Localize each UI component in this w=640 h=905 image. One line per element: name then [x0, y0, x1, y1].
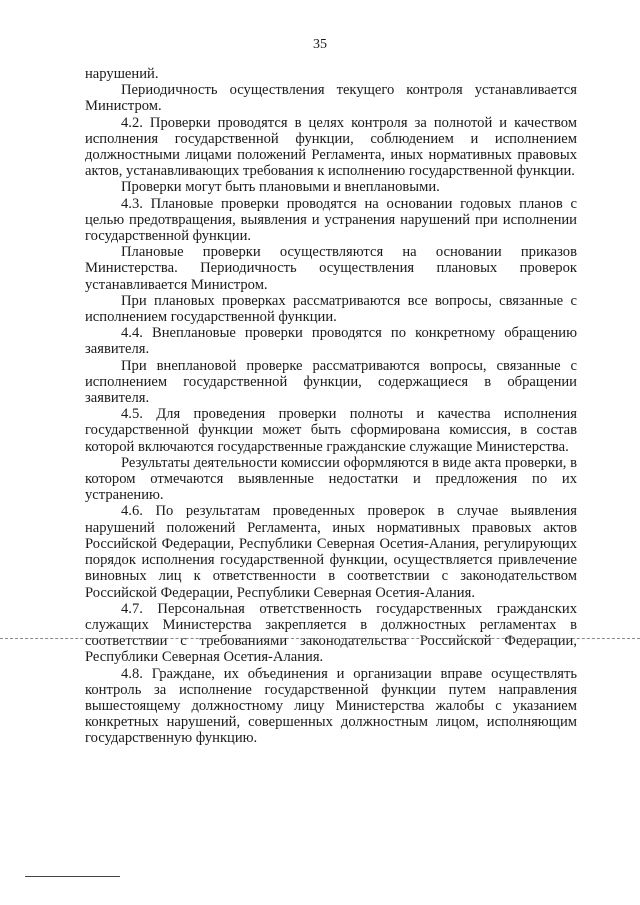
paragraph: Результаты деятельности комиссии оформляются в виде акта проверки, в котором отмечаются выявленные недостатки и предложения по их устранению. — [85, 454, 577, 504]
paragraph: 4.2. Проверки проводятся в целях контроля за полнотой и качеством исполнения государственной функции, соблюдением и исполнением должностными лицами положений Регламента, иных нормативных правовых актов, устанавливающих требования к исполнению государственной функции. — [85, 114, 577, 180]
footer-rule — [25, 876, 120, 877]
paragraph: 4.6. По результатам проведенных проверок в случае выявления нарушений положений Регламента, иных нормативных правовых актов Российской Федерации, Республики Северная Осетия-Алания, регулирующих порядок исполнения государственной функции, осуществляется привлечение виновных лиц к ответственности в соответствии с законодательством Российской Федерации, Республики Северная Осетия-Алания. — [85, 503, 577, 601]
paragraph: 4.8. Граждане, их объединения и организации вправе осуществлять контроль за исполнение государственной функции путем направления вышестоящему должностному лицу Министерства жалобы с указанием конкретных нарушений, совершенных должностным лицом, исполняющим государственную функцию. — [85, 665, 577, 747]
document-body — [85, 66, 577, 747]
paragraph: 4.7. Персональная ответственность государственных гражданских служащих Министерства закрепляется в должностных регламентах в соответствии с требованиями законодательства Российской Федерации, Республики Северная Осетия-Алания. — [85, 600, 577, 666]
paragraph: Проверки могут быть плановыми и внеплановыми. — [121, 179, 440, 196]
paragraph: нарушений. — [85, 66, 159, 82]
scan-artifact-line — [0, 638, 640, 639]
paragraph: Плановые проверки осуществляются на основании приказов Министерства. Периодичность осуществления плановых проверок устанавливается Министром. — [85, 244, 577, 293]
paragraph: При внеплановой проверке рассматриваются вопросы, связанные с исполнением государственной функции, содержащиеся в обращении заявителя. — [85, 357, 577, 407]
paragraph: 4.5. Для проведения проверки полноты и качества исполнения государственной функции может быть сформирована комиссия, в состав которой включаются государственные гражданские служащие Министерства. — [85, 406, 577, 455]
page-number: 35 — [313, 37, 327, 52]
paragraph: Периодичность осуществления текущего контроля устанавливается Министром. — [85, 82, 577, 115]
paragraph: 4.3. Плановые проверки проводятся на основании годовых планов с целью предотвращения, выявления и устранения нарушений при исполнении государственной функции. — [85, 195, 577, 245]
paragraph: При плановых проверках рассматриваются все вопросы, связанные с исполнением государственной функции. — [85, 292, 577, 326]
paragraph: 4.4. Внеплановые проверки проводятся по конкретному обращению заявителя. — [85, 325, 577, 358]
